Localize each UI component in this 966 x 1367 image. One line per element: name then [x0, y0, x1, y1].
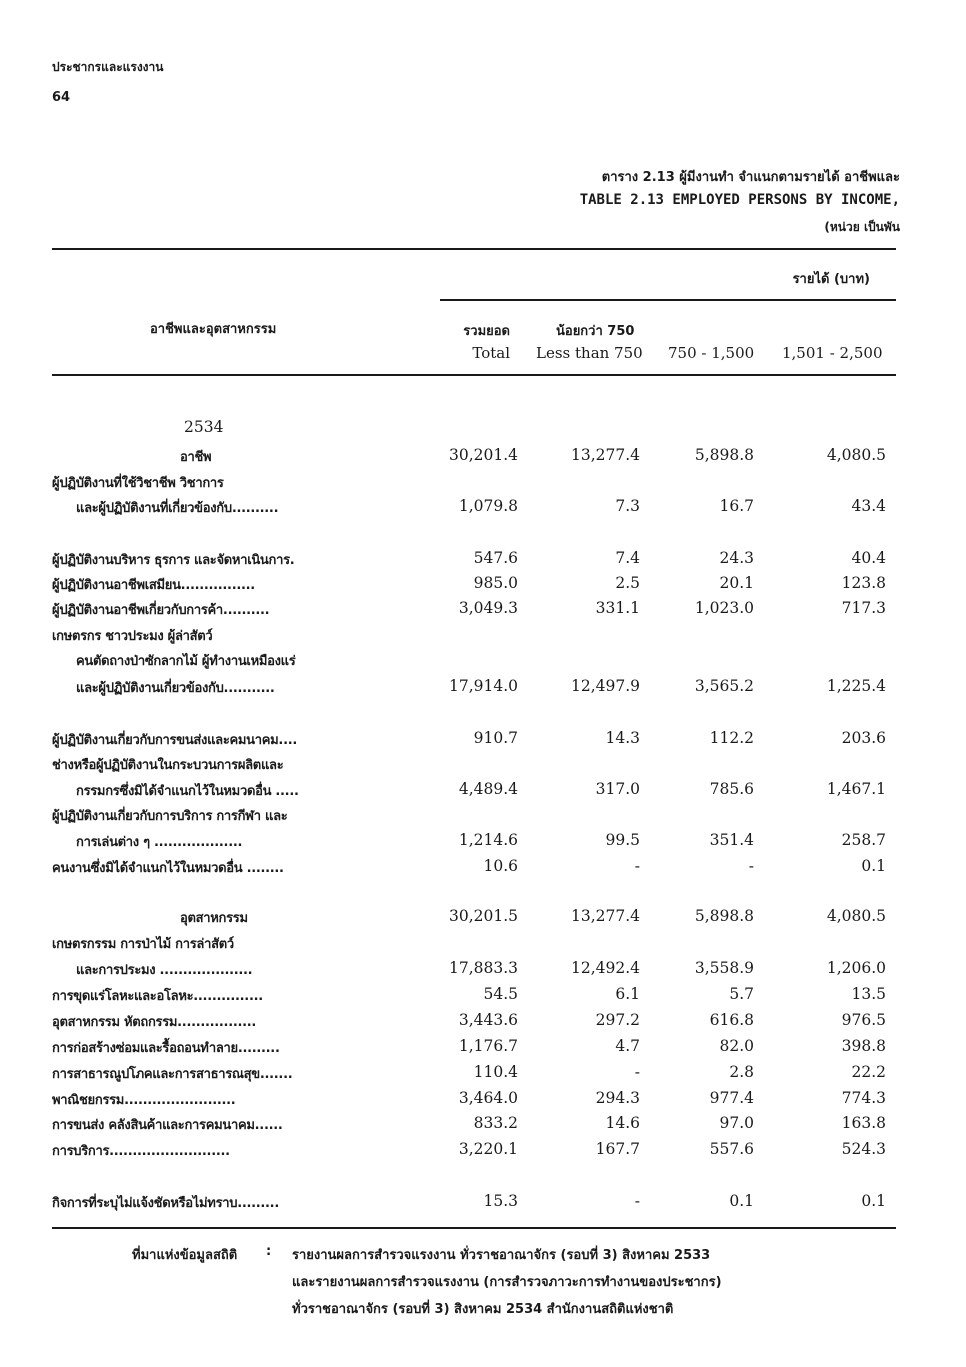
- lt750-cell: 12,497.9: [570, 677, 640, 695]
- c1501-header: 1,501 - 2,500: [782, 344, 883, 362]
- row-label: คนตัดถางป่าซักลากไม้ ผู้ทำงานเหมืองแร่: [76, 654, 296, 669]
- total-cell: 30,201.5: [448, 907, 518, 925]
- row-label: ช่างหรือผู้ปฏิบัติงานในกระบวนการผลิตและ: [52, 758, 284, 773]
- source-colon: :: [266, 1244, 272, 1259]
- table-row: [0, 729, 966, 753]
- table-title-english: TABLE 2.13 EMPLOYED PERSONS BY INCOME,: [579, 192, 900, 208]
- row-label: อาชีพ: [180, 450, 212, 465]
- source-line-1: รายงานผลการสำรวจแรงงาน ทั่วราชอาณาจักร (รอบที่ 3) สิงหาคม 2533: [292, 1248, 711, 1263]
- c750-cell: 351.4: [709, 831, 754, 849]
- lt750-cell: 6.1: [615, 985, 640, 1003]
- income-rule: [440, 299, 896, 301]
- total-cell: 1,176.7: [458, 1037, 518, 1055]
- row-label: ผู้ปฏิบัติงานอาชีพเสมียน................: [52, 578, 255, 593]
- c1501-cell: 258.7: [841, 831, 886, 849]
- lt750-cell: 13,277.4: [570, 907, 640, 925]
- table-row: [0, 1114, 966, 1138]
- total-cell: 17,914.0: [448, 677, 518, 695]
- lt750-cell: -: [634, 1192, 640, 1210]
- table-row: [0, 1063, 966, 1087]
- lt750-cell: 99.5: [605, 831, 640, 849]
- c750-cell: 97.0: [719, 1114, 754, 1132]
- lt750-header-thai: น้อยกว่า 750: [556, 324, 635, 339]
- row-label: การสาธารณูปโภคและการสาธารณสุข.......: [52, 1067, 293, 1082]
- table-row: [0, 933, 966, 957]
- lt750-cell: 7.4: [615, 549, 640, 567]
- total-cell: 110.4: [473, 1063, 518, 1081]
- c1501-cell: 1,225.4: [826, 677, 886, 695]
- total-cell: 1,214.6: [458, 831, 518, 849]
- c750-cell: 785.6: [709, 780, 754, 798]
- c1501-cell: 13.5: [851, 985, 886, 1003]
- row-label: คนงานซึ่งมิได้จำแนกไว้ในหมวดอื่น ........: [52, 861, 284, 876]
- c1501-cell: 398.8: [841, 1037, 886, 1055]
- table-row: [0, 831, 966, 855]
- c750-cell: 112.2: [709, 729, 754, 747]
- c750-cell: 20.1: [719, 574, 754, 592]
- lt750-cell: 331.1: [595, 599, 640, 617]
- table-row: [0, 1192, 966, 1216]
- row-label: ผู้ปฏิบัติงานอาชีพเกี่ยวกับการค้า..........: [52, 603, 270, 618]
- table-unit: (หน่วย เป็นพัน: [824, 220, 900, 234]
- row-label: ผู้ปฏิบัติงานเกี่ยวกับการบริการ การกีฬา และ: [52, 809, 288, 824]
- c1501-cell: 976.5: [841, 1011, 886, 1029]
- c750-cell: 16.7: [719, 497, 754, 515]
- row-label: พาณิชยกรรม........................: [52, 1093, 236, 1108]
- row-label: อุตสาหกรรม: [180, 911, 248, 926]
- table-row: [0, 446, 966, 470]
- lt750-cell: 167.7: [595, 1140, 640, 1158]
- c1501-cell: 1,467.1: [826, 780, 886, 798]
- total-header-thai: รวมยอด: [463, 324, 510, 339]
- c1501-cell: 524.3: [841, 1140, 886, 1158]
- table-row: [0, 599, 966, 623]
- lt750-cell: 2.5: [615, 574, 640, 592]
- table-row: [0, 549, 966, 573]
- table-row: [0, 1089, 966, 1113]
- lt750-cell: 294.3: [595, 1089, 640, 1107]
- lt750-cell: 12,492.4: [570, 959, 640, 977]
- table-row: [0, 959, 966, 983]
- lt750-cell: 13,277.4: [570, 446, 640, 464]
- c1501-cell: 163.8: [841, 1114, 886, 1132]
- row-label: การเล่นต่าง ๆ ...................: [76, 835, 243, 850]
- source-label: ที่มาแห่งข้อมูลสถิติ: [132, 1248, 238, 1263]
- total-cell: 985.0: [473, 574, 518, 592]
- total-cell: 30,201.4: [448, 446, 518, 464]
- table-row: [0, 574, 966, 598]
- c750-cell: 3,558.9: [694, 959, 754, 977]
- c750-cell: 2.8: [729, 1063, 754, 1081]
- total-cell: 547.6: [473, 549, 518, 567]
- c750-cell: 5,898.8: [694, 907, 754, 925]
- total-cell: 17,883.3: [448, 959, 518, 977]
- lt750-cell: 317.0: [595, 780, 640, 798]
- c750-cell: -: [748, 857, 754, 875]
- total-cell: 4,489.4: [458, 780, 518, 798]
- table-row: [0, 907, 966, 931]
- c1501-cell: 203.6: [841, 729, 886, 747]
- lt750-cell: -: [634, 1063, 640, 1081]
- c750-cell: 557.6: [709, 1140, 754, 1158]
- c1501-cell: 4,080.5: [826, 907, 886, 925]
- table-row: [0, 857, 966, 881]
- table-row: [0, 677, 966, 701]
- row-label: เกษตรกรรม การป่าไม้ การล่าสัตว์: [52, 937, 234, 952]
- row-label: การขนส่ง คลังสินค้าและการคมนาคม......: [52, 1118, 283, 1133]
- row-label: ผู้ปฏิบัติงานบริหาร ธุรการ และจัดหาเนินการ.: [52, 553, 295, 568]
- table-row: [0, 754, 966, 778]
- c750-cell: 3,565.2: [694, 677, 754, 695]
- total-cell: 10.6: [483, 857, 518, 875]
- lt750-cell: 4.7: [615, 1037, 640, 1055]
- c1501-cell: 123.8: [841, 574, 886, 592]
- c1501-cell: 774.3: [841, 1089, 886, 1107]
- c1501-cell: 0.1: [861, 857, 886, 875]
- table-row: [0, 1140, 966, 1164]
- c750-cell: 1,023.0: [694, 599, 754, 617]
- table-row: [0, 1037, 966, 1061]
- row-label: และผู้ปฏิบัติงานที่เกี่ยวข้องกับ..........: [76, 501, 279, 516]
- page-number: 64: [52, 90, 71, 105]
- header-bottom-rule: [52, 374, 896, 376]
- c750-cell: 5,898.8: [694, 446, 754, 464]
- table-title-thai: ตาราง 2.13 ผู้มีงานทำ จำแนกตามรายได้ อาชีพและ: [601, 170, 900, 185]
- row-label: เกษตรกร ชาวประมง ผู้ล่าสัตว์: [52, 629, 213, 644]
- total-cell: 3,049.3: [458, 599, 518, 617]
- table-row: [0, 780, 966, 804]
- c750-cell: 82.0: [719, 1037, 754, 1055]
- row-label: ผู้ปฏิบัติงานเกี่ยวกับการขนส่งและคมนาคม....: [52, 733, 297, 748]
- c750-header: 750 - 1,500: [668, 344, 755, 362]
- table-row: [0, 1011, 966, 1035]
- table-row: [0, 650, 966, 674]
- source-line-3: ทั่วราชอาณาจักร (รอบที่ 3) สิงหาคม 2534 สำนักงานสถิติแห่งชาติ: [292, 1302, 674, 1317]
- row-label: กิจการที่ระบุไม่แจ้งชัดหรือไม่ทราบ.........: [52, 1196, 279, 1211]
- row-label: ผู้ปฏิบัติงานที่ใช้วิชาชีพ วิชาการ: [52, 476, 224, 491]
- lt750-cell: 14.3: [605, 729, 640, 747]
- c750-cell: 977.4: [709, 1089, 754, 1107]
- table-row: [0, 985, 966, 1009]
- c750-cell: 616.8: [709, 1011, 754, 1029]
- row-label: การขุดแร่โลหะและอโลหะ...............: [52, 989, 263, 1004]
- c750-cell: 0.1: [729, 1192, 754, 1210]
- lt750-cell: -: [634, 857, 640, 875]
- year-label: 2534: [184, 418, 224, 436]
- bottom-rule: [52, 1227, 896, 1229]
- income-group-header: รายได้ (บาท): [792, 272, 870, 287]
- row-label: และผู้ปฏิบัติงานเกี่ยวข้องกับ...........: [76, 681, 275, 696]
- row-label: การบริการ..........................: [52, 1144, 230, 1159]
- lt750-cell: 297.2: [595, 1011, 640, 1029]
- row-label: อุตสาหกรรม หัตถกรรม.................: [52, 1015, 257, 1030]
- c1501-cell: 40.4: [851, 549, 886, 567]
- c1501-cell: 717.3: [841, 599, 886, 617]
- source-line-2: และรายงานผลการสำรวจแรงงาน (การสำรวจภาวะการทำงานของประชากร): [292, 1275, 722, 1290]
- total-cell: 833.2: [473, 1114, 518, 1132]
- table-row: [0, 472, 966, 496]
- table-row: [0, 625, 966, 649]
- row-label: การก่อสร้างซ่อมและรื้อถอนทำลาย.........: [52, 1041, 280, 1056]
- section-title: ประชากรและแรงงาน: [52, 60, 164, 74]
- c1501-cell: 1,206.0: [826, 959, 886, 977]
- lt750-cell: 7.3: [615, 497, 640, 515]
- c1501-cell: 43.4: [851, 497, 886, 515]
- row-label: กรรมกรซึ่งมิได้จำแนกไว้ในหมวดอื่น .....: [76, 784, 299, 799]
- c1501-cell: 22.2: [851, 1063, 886, 1081]
- total-cell: 3,464.0: [458, 1089, 518, 1107]
- table-row: [0, 497, 966, 521]
- lt750-cell: 14.6: [605, 1114, 640, 1132]
- table-row: [0, 805, 966, 829]
- c1501-cell: 4,080.5: [826, 446, 886, 464]
- total-cell: 3,220.1: [458, 1140, 518, 1158]
- total-cell: 54.5: [483, 985, 518, 1003]
- c1501-cell: 0.1: [861, 1192, 886, 1210]
- c750-cell: 24.3: [719, 549, 754, 567]
- top-rule: [52, 248, 896, 250]
- row-label: และการประมง ....................: [76, 963, 253, 978]
- c750-cell: 5.7: [729, 985, 754, 1003]
- stub-header: อาชีพและอุตสาหกรรม: [150, 322, 277, 337]
- total-header-en: Total: [472, 344, 510, 362]
- total-cell: 910.7: [473, 729, 518, 747]
- total-cell: 1,079.8: [458, 497, 518, 515]
- total-cell: 3,443.6: [458, 1011, 518, 1029]
- lt750-header-en: Less than 750: [536, 344, 643, 362]
- total-cell: 15.3: [483, 1192, 518, 1210]
